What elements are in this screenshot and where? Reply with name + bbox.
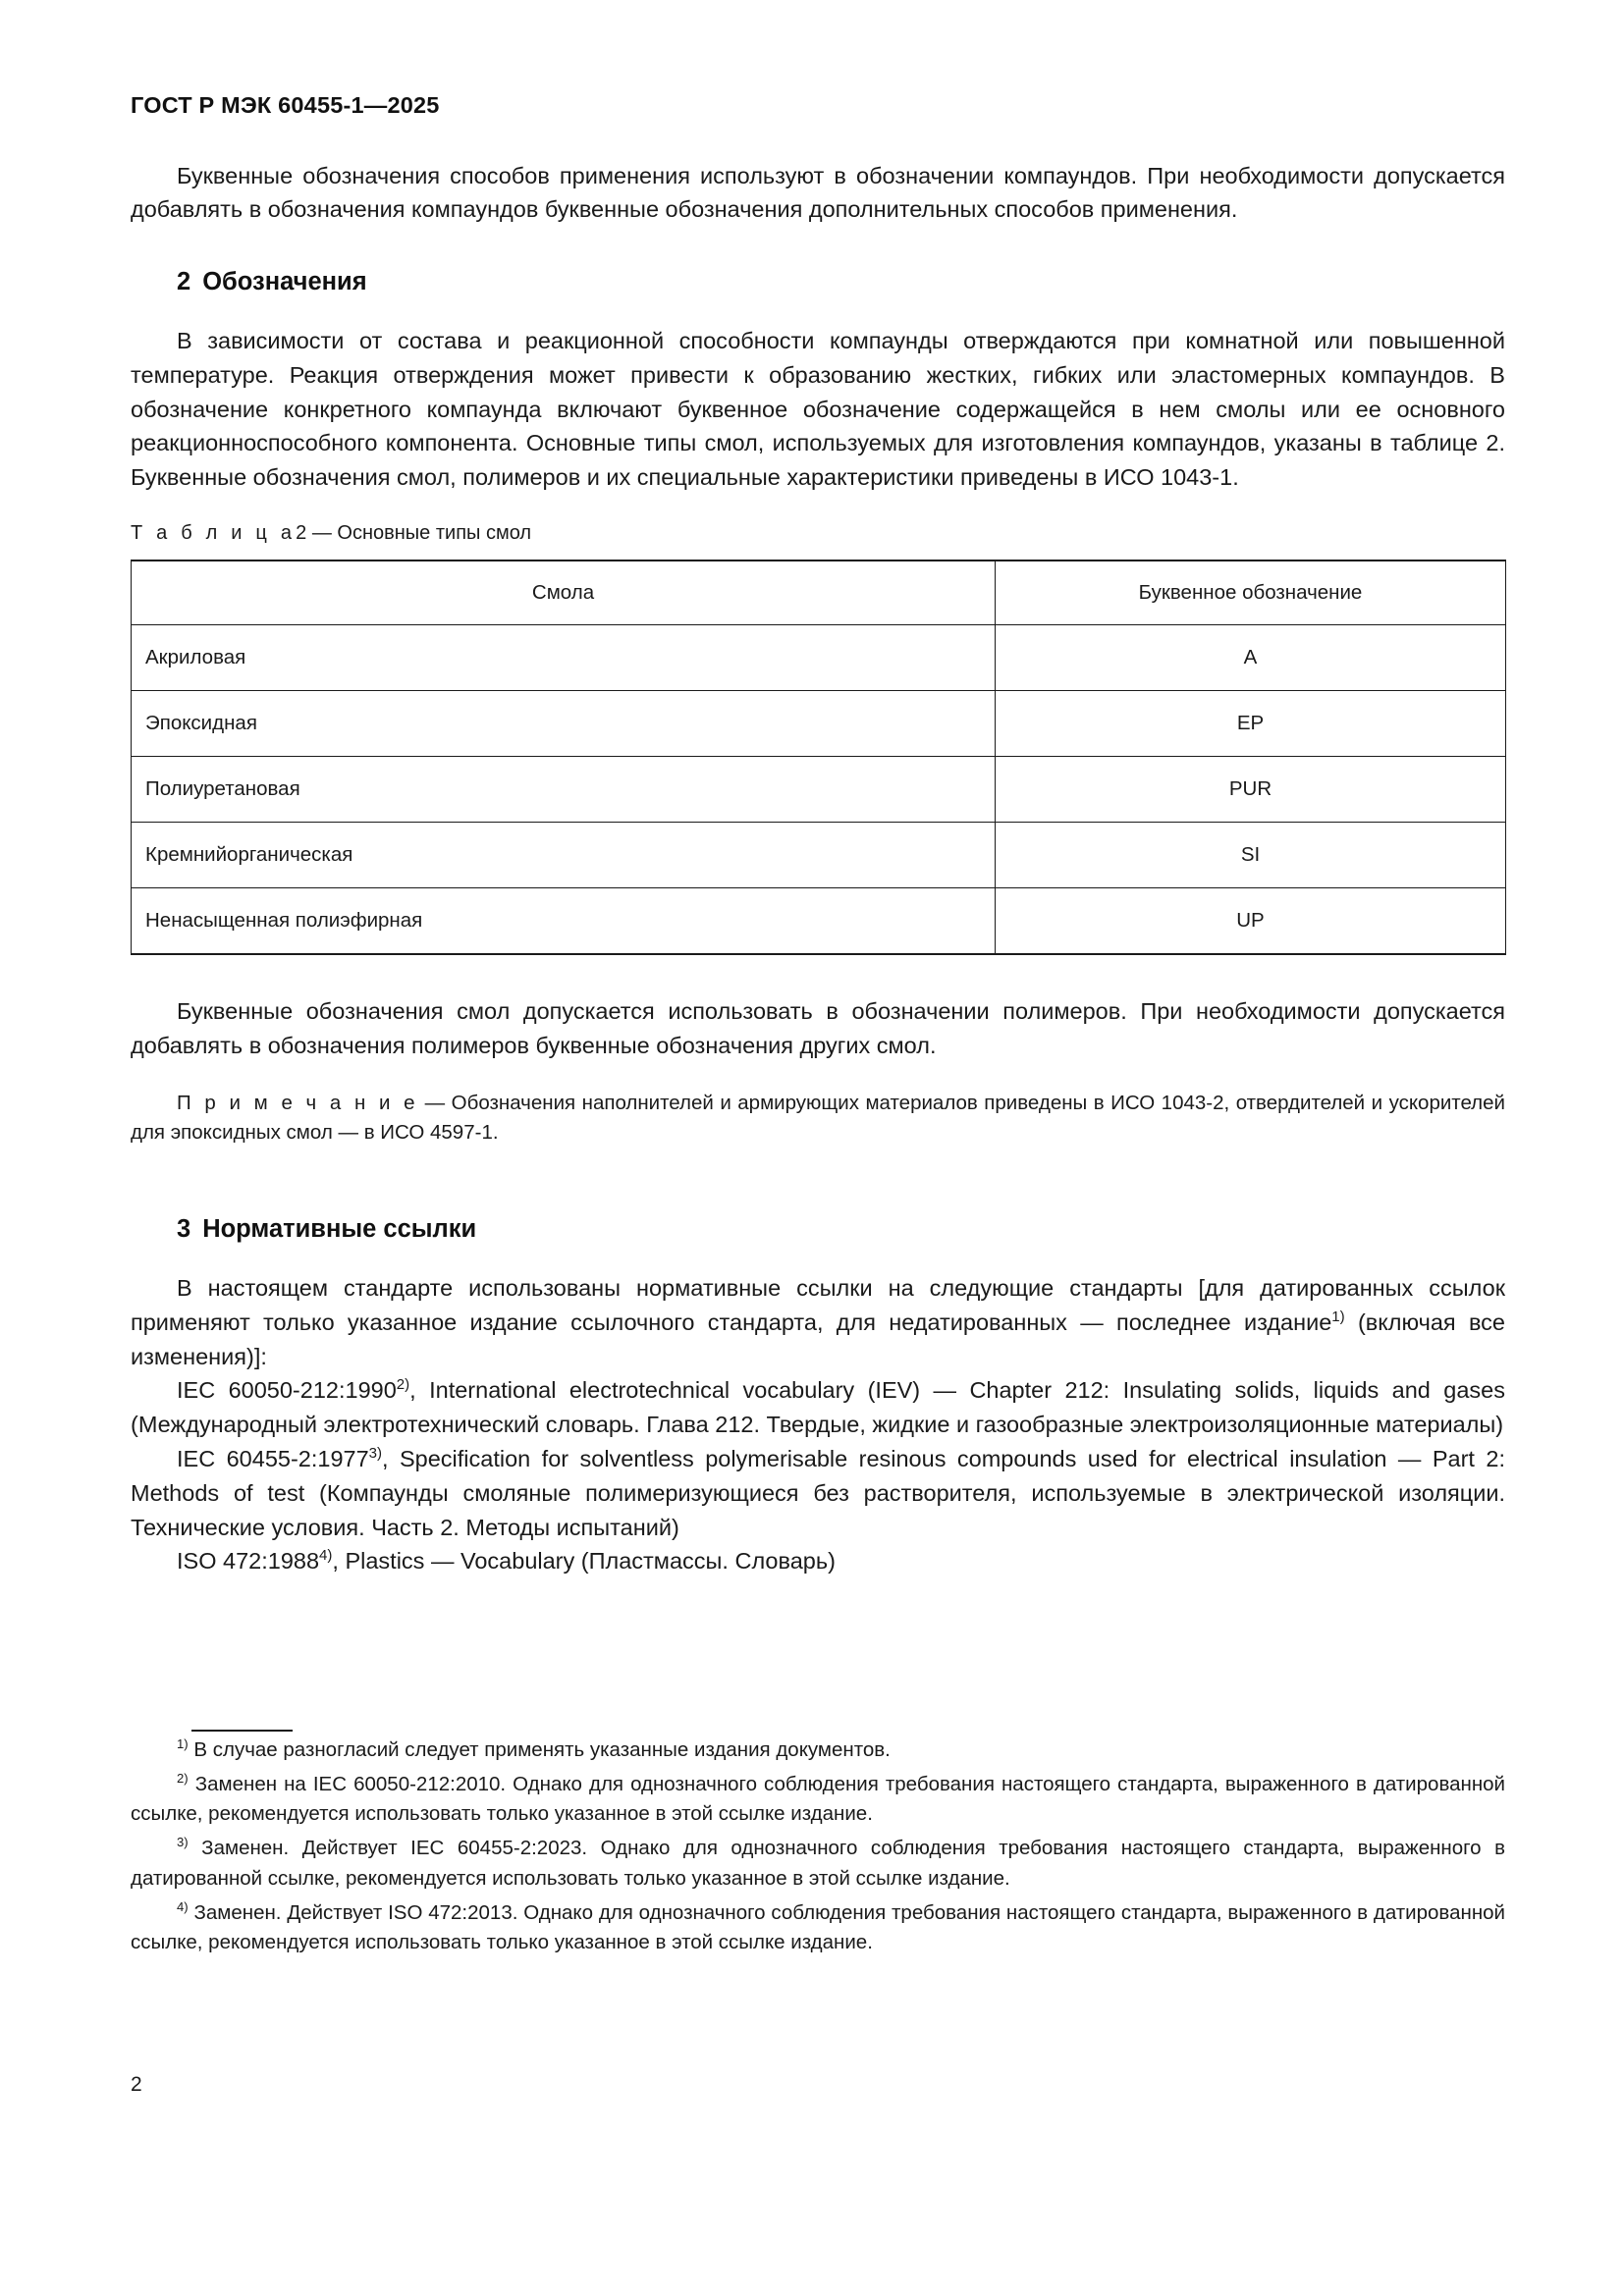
- footnote-text: В случае разногласий следует применять указанные издания документов.: [188, 1738, 891, 1761]
- page-content: [131, 94, 1505, 1578]
- section-2-number: 2: [177, 268, 191, 296]
- table-row: [132, 691, 1506, 757]
- reference-code: ISO 472:1988: [177, 1548, 320, 1575]
- table-caption-label: Т а б л и ц а: [131, 522, 297, 544]
- after-table-paragraph: Буквенные обозначения смол допускается использовать в обозначении полимеров. При необходимости допускается добавлять в обозначения полимеров буквенные обозначения других смол.: [131, 998, 1505, 1058]
- spacer: [131, 1188, 1505, 1213]
- footnote-number-1: 1): [177, 1736, 189, 1752]
- cell-resin-code: PUR: [996, 757, 1506, 823]
- cell-resin-name: Ненасыщенная полиэфирная: [132, 888, 996, 955]
- cell-resin-code: SI: [996, 823, 1506, 888]
- spacer: [131, 227, 1505, 266]
- spacer: [131, 118, 1505, 159]
- footnote-3: [131, 1834, 1505, 1893]
- table-row: [132, 757, 1506, 823]
- note-dash: —: [424, 1091, 446, 1114]
- reference-text: , Plastics — Vocabulary (Пластмассы. Словарь): [332, 1548, 836, 1575]
- footnote-marker-4: 4): [319, 1547, 333, 1565]
- section-2-title: Обозначения: [202, 268, 367, 296]
- reference-entry-iec-60455-2: [131, 1442, 1505, 1544]
- section-3-number: 3: [177, 1215, 191, 1244]
- reference-text: , International electrotechnical vocabulary (IEV) — Chapter 212: Insulating solids, liquids and gases (Международный электротехнический словарь. Глава 212. Твердые, жидкие и газообразные электроизоляционные материалы): [131, 1377, 1505, 1438]
- spacer: [131, 1148, 1505, 1188]
- intro-paragraph: Буквенные обозначения способов применения используют в обозначении компаундов. При необходимости допускается добавлять в обозначения компаундов буквенные обозначения дополнительных способов применения.: [131, 162, 1505, 223]
- section-3-intro-part2: (включая все изменения)]:: [131, 1308, 1505, 1369]
- table-row: [132, 823, 1506, 888]
- table-body: [132, 625, 1506, 955]
- reference-text: , Specification for solventless polymerisable resinous compounds used for electrical insulation — Part 2: Methods of test (Компаунды смоляные полимеризующиеся без растворителя, используемые в электрической изоляции. Технические условия. Часть 2. Методы испытаний): [131, 1446, 1505, 1540]
- running-header: ГОСТ Р МЭК 60455-1—2025: [131, 92, 440, 118]
- spacer: [131, 1063, 1505, 1089]
- note-paragraph: [131, 1089, 1505, 1149]
- section-3-intro-part1: В настоящем стандарте использованы нормативные ссылки на следующие стандарты [для датированных ссылок применяют только указанное издание ссылочного стандарта, для недатированных — последнее издание: [131, 1275, 1505, 1335]
- section-3-intro: [131, 1271, 1505, 1373]
- section-3-title: Нормативные ссылки: [202, 1215, 477, 1244]
- column-header-resin: Смола: [132, 561, 996, 625]
- table-caption-number: 2: [296, 522, 307, 544]
- reference-entry-iec-60050-212: [131, 1373, 1505, 1442]
- section-2-paragraph: В зависимости от состава и реакционной способности компаунды отверждаются при комнатной или повышенной температуре. Реакция отверждения может привести к образованию жестких, гибких или эластомерных компаундов. В обозначение конкретного компаунда включают буквенное обозначение содержащейся в нем смолы или ее основного реакционноспособного компонента. Основные типы смол, используемых для изготовления компаундов, указаны в таблице 2. Буквенные обозначения смол, полимеров и их специальные характеристики приведены в ИСО 1043-1.: [131, 328, 1505, 491]
- table-2-caption: [131, 520, 1505, 546]
- footnote-text: Заменен на IEC 60050-212:2010. Однако для однозначного соблюдения требования настоящего стандарта, выраженного в датированной ссылке, рекомендуется использовать только указанное в этой ссылке издание.: [131, 1773, 1505, 1826]
- table-row: [132, 625, 1506, 691]
- footnote-text: Заменен. Действует IEC 60455-2:2023. Однако для однозначного соблюдения требования настоящего стандарта, выраженного в датированной ссылке, рекомендуется использовать только указанное в этой ссылке издание.: [131, 1837, 1505, 1890]
- section-3-heading: [131, 1213, 1505, 1246]
- spacer: [131, 495, 1505, 520]
- spacer: [131, 1246, 1505, 1271]
- spacer: [131, 546, 1505, 560]
- footnote-text: Заменен. Действует ISO 472:2013. Однако для однозначного соблюдения требования настоящего стандарта, выраженного в датированной ссылке, рекомендуется использовать только указанное в этой ссылке издание.: [131, 1900, 1505, 1953]
- reference-entry-iso-472: [131, 1544, 1505, 1578]
- cell-resin-name: Эпоксидная: [132, 691, 996, 757]
- resin-types-table: [131, 560, 1506, 955]
- note-text: Обозначения наполнителей и армирующих материалов приведены в ИСО 1043-2, отвердителей и ускорителей для эпоксидных смол — в ИСО 4597-1.: [131, 1091, 1505, 1145]
- footnote-marker-2: 2): [396, 1376, 410, 1394]
- footnote-separator-rule: [191, 1730, 293, 1732]
- spacer: [131, 298, 1505, 324]
- table-header-row: [132, 561, 1506, 625]
- page-number: 2: [131, 2073, 142, 2096]
- note-label: П р и м е ч а н и е: [177, 1091, 419, 1114]
- footnote-area: [131, 1730, 1505, 1957]
- cell-resin-name: Кремнийорганическая: [132, 823, 996, 888]
- spacer: [131, 955, 1505, 994]
- cell-resin-code: A: [996, 625, 1506, 691]
- reference-code: IEC 60455-2:1977: [177, 1446, 369, 1471]
- column-header-code: Буквенное обозначение: [996, 561, 1506, 625]
- footnote-marker-3: 3): [368, 1445, 383, 1463]
- footnote-4: [131, 1898, 1505, 1957]
- table-row: [132, 888, 1506, 955]
- footnote-number-4: 4): [177, 1898, 189, 1914]
- reference-code: IEC 60050-212:1990: [177, 1377, 397, 1404]
- table-caption-dash: —: [311, 522, 332, 544]
- section-2-heading: [131, 266, 1505, 298]
- cell-resin-code: UP: [996, 888, 1506, 955]
- footnote-marker-1: 1): [1331, 1308, 1345, 1326]
- footnote-2: [131, 1770, 1505, 1829]
- cell-resin-name: Полиуретановая: [132, 757, 996, 823]
- cell-resin-code: EP: [996, 691, 1506, 757]
- footnote-number-3: 3): [177, 1835, 189, 1850]
- table-header: [132, 561, 1506, 625]
- footnote-1: [131, 1735, 1505, 1765]
- footnote-number-2: 2): [177, 1771, 189, 1787]
- table-caption-title: Основные типы смол: [337, 522, 532, 544]
- cell-resin-name: Акриловая: [132, 625, 996, 691]
